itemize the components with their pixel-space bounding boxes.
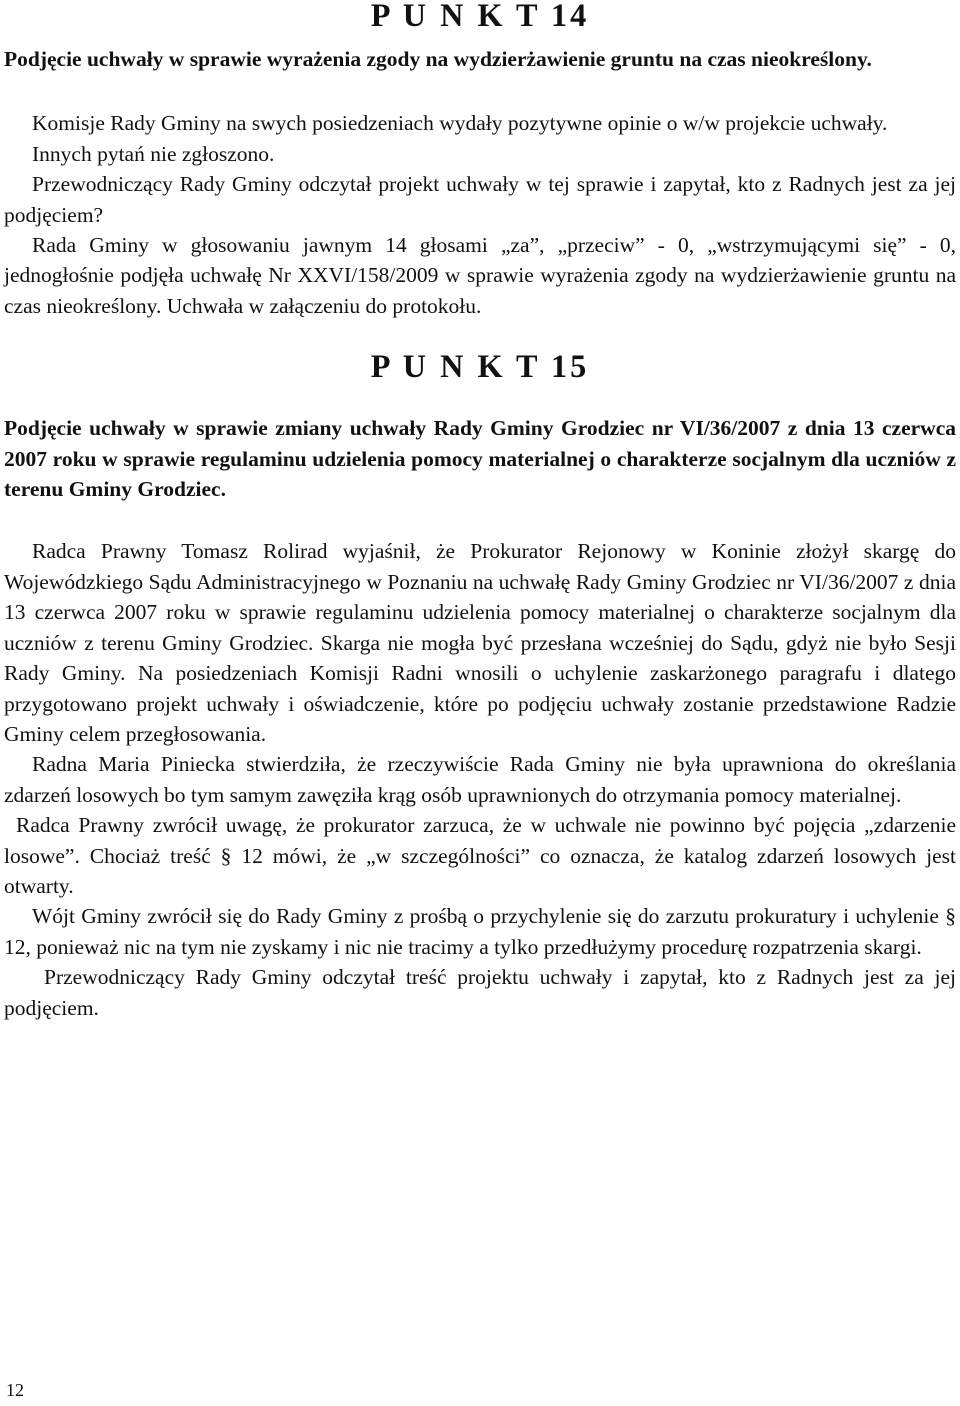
section-14-title: Podjęcie uchwały w sprawie wyrażenia zgody na wydzierżawienie gruntu na czas nieokreślony. — [4, 47, 872, 71]
section-15-paragraph-4: Wójt Gminy zwrócił się do Rady Gminy z prośbą o przychylenie się do zarzutu prokuratury i uchylenie § 12, ponieważ nic na tym nie zyskamy i nic nie tracimy a tylko przedłużymy procedurę rozpatrzenia skargi. — [4, 904, 956, 959]
section-15-paragraph-1: Radca Prawny Tomasz Rolirad wyjaśnił, że Prokurator Rejonowy w Koninie złożył skargę do Wojewódzkiego Sądu Administracyjnego w Poznaniu na uchwałę Rady Gminy Grodziec nr VI/36/2007 z dnia 13 czerwca 2007 roku w sprawie regulaminu udzielenia pomocy materialnej o charakterze socjalnym dla uczniów z terenu Gminy Grodziec. Skarga nie mogła być przesłana wcześniej do Sądu, gdyż nie było Sesji Rady Gminy. Na posiedzeniach Komisji Radni wnosili o uchylenie zaskarżonego paragrafu i dlatego przygotowano projekt uchwały i oświadczenie, które po podjęciu uchwały zostanie przedstawione Radzie Gminy celem przegłosowania. — [4, 539, 956, 746]
section-14-paragraph-4: Rada Gminy w głosowaniu jawnym 14 głosami „za”, „przeciw” - 0, „wstrzymującymi się” - 0, jednogłośnie podjęła uchwałę Nr XXVI/158/2009 w sprawie wyrażenia zgody na wydzierżawienie gruntu na czas nieokreślony. Uchwała w załączeniu do protokołu. — [4, 233, 956, 318]
section-14-paragraph-1: Komisje Rady Gminy na swych posiedzeniach wydały pozytywne opinie o w/w projekcie uchwały. — [32, 111, 888, 136]
section-15-heading: P U N K T 15 — [370, 348, 590, 385]
section-14-paragraph-2: Innych pytań nie zgłoszono. — [32, 141, 275, 166]
section-15-paragraph-2: Radna Maria Piniecka stwierdziła, że rzeczywiście Rada Gminy nie była uprawniona do określania zdarzeń losowych bo tym samym zawęziła krąg osób uprawnionych do otrzymania pomocy materialnej. — [4, 752, 956, 807]
section-14-heading: P U N K T 14 — [370, 0, 590, 33]
section-14-paragraph-3: Przewodniczący Rady Gminy odczytał projekt uchwały w tej sprawie i zapytał, kto z Radnych jest za jej podjęciem? — [4, 172, 956, 227]
section-15-paragraph-3: Radca Prawny zwrócił uwagę, że prokurator zarzuca, że w uchwale nie powinno być pojęcia „zdarzenie losowe”. Chociaż treść § 12 mówi, że „w szczególności” co oznacza, że katalog zdarzeń losowych jest otwarty. — [4, 813, 956, 898]
page-number: 12 — [6, 1380, 24, 1400]
section-15-title: Podjęcie uchwały w sprawie zmiany uchwały Rady Gminy Grodziec nr VI/36/2007 z dnia 13 czerwca 2007 roku w sprawie regulaminu udzielenia pomocy materialnej o charakterze socjalnym dla uczniów z terenu Gminy Grodziec. — [4, 416, 956, 502]
section-15-paragraph-5: Przewodniczący Rady Gminy odczytał treść projektu uchwały i zapytał, kto z Radnych jest za jej podjęciem. — [4, 965, 956, 1020]
document-page — [4, 0, 956, 1023]
